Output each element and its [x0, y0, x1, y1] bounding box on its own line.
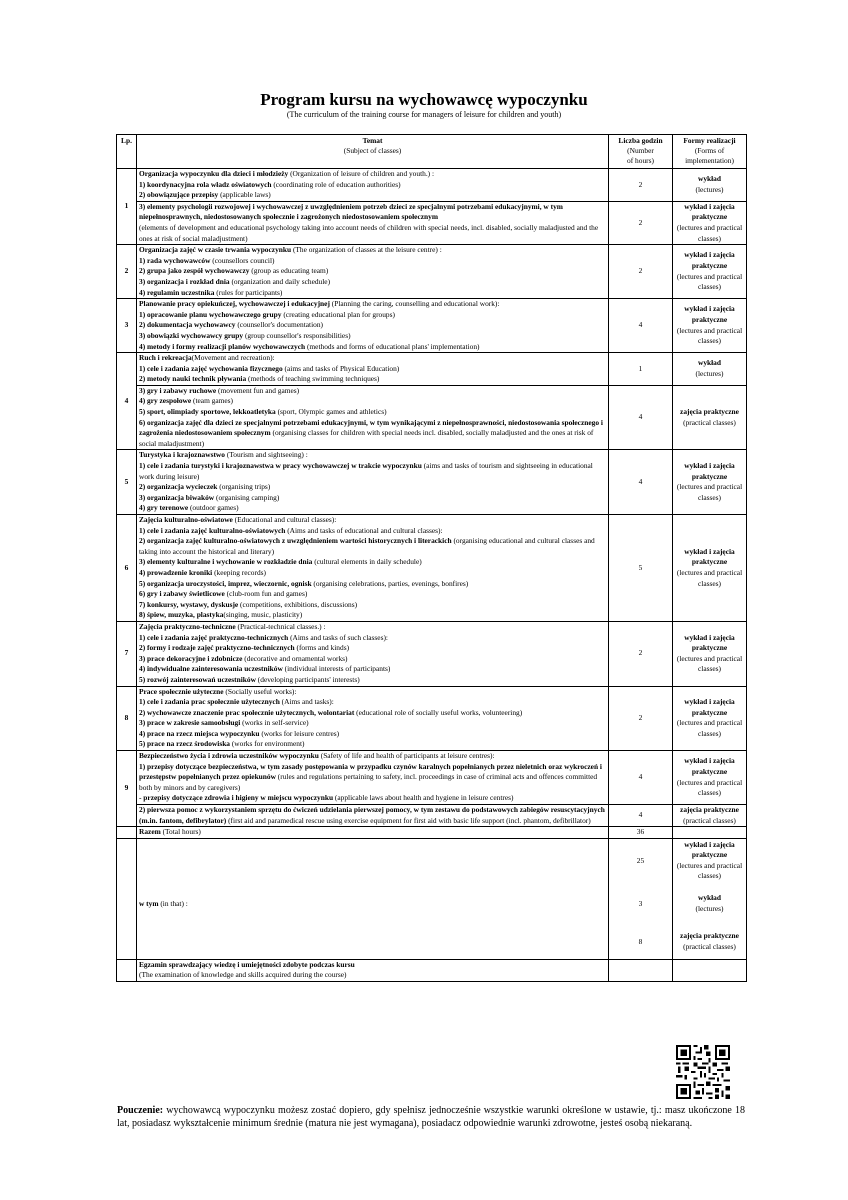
topic-line: 5) organizacja uroczystości, imprez, wieczornic, ognisk (organising celebrations, parties, evenings, bonfires) [139, 578, 469, 588]
topic-line: - przepisy dotyczące zdrowia i higieny w miejscu wypoczynku (applicable laws about health and hygiene in leisure centres) [139, 793, 514, 803]
topic-line: 2) formy i rodzaje zajęć praktyczno-technicznych (forms and kinds) [139, 643, 350, 653]
exam-row [117, 959, 747, 981]
table-row [117, 385, 747, 450]
topic-line: 2) wychowawcze znaczenie prac społecznie użytecznych, wolontariat (educational role of socially useful works, volunteering) [139, 707, 523, 717]
total-row [117, 827, 747, 839]
table-row [117, 686, 747, 751]
topic-line: 4) gry terenowe (outdoor games) [139, 503, 239, 513]
hours-cell: 4 [609, 450, 673, 515]
table-row [117, 621, 747, 686]
topic-line: 1) cele i zadania zajęć wychowania fizycznego (aims and tasks of Physical Education) [139, 363, 400, 373]
topic-cell [137, 245, 609, 299]
topic-line: Prace społecznie użyteczne (Socially useful works): [139, 686, 297, 696]
form-cell: wykład (lectures) [673, 353, 747, 386]
table-row [117, 169, 747, 202]
topic-line: 1) przepisy dotyczące bezpieczeństwa, w tym zasady postępowania w przypadku czynów karalnych popełnianych przez nieletnich oraz wykroczeń i przestępstw popełnianych przez opiekunów (rules and regulations pertaining to safety, incl. proceedings in case of criminal acts and offences committed both by minors and by caregivers) [139, 761, 602, 792]
topic-line: 2) obowiązujące przepisy (applicable laws) [139, 190, 271, 200]
topic-line: 6) gry i zabawy świetlicowe (club-room fun and games) [139, 589, 308, 599]
empty-cell [117, 959, 137, 981]
topic-line: 1) cele i zadania prac społecznie użytecznych (Aims and tasks): [139, 697, 334, 707]
topic-line: Ruch i rekreacja(Movement and recreation): [139, 353, 275, 363]
hours-cell: 2 [609, 169, 673, 202]
topic-line: 3) prace w zakresie samoobsługi (works in self-service) [139, 718, 309, 728]
topic-line: Zajęcia kulturalno-oświatowe (Educational and cultural classes): [139, 515, 337, 524]
in-that-forms [673, 838, 747, 959]
qr-code [676, 1045, 730, 1099]
topic-cell [137, 385, 609, 450]
hours-cell: 4 [609, 751, 673, 805]
in-that-hours [609, 838, 673, 959]
topic-cell [137, 450, 609, 515]
in-that-hours-item: 8 [638, 936, 643, 946]
topic-line: 2) organizacja zajęć kulturalno-oświatowych z uwzględnieniem wartości historycznych i literackich (organising educational and cultural classes and taking into account the historical and literary) [139, 536, 595, 556]
header-forms: Formy realizacji (Forms of implementation) [673, 135, 747, 169]
table-header-row [117, 135, 747, 169]
form-cell: wykład i zajęcia praktyczne (lectures and practical classes) [673, 450, 747, 515]
empty-cell [673, 827, 747, 839]
topic-line: Organizacja wypoczynku dla dzieci i młodzieży (Organization of leisure of children and youth.) : [139, 169, 435, 178]
topic-line: 4) regulamin uczestnika (rules for participants) [139, 287, 283, 297]
hours-cell: 2 [609, 621, 673, 686]
table-row [117, 805, 747, 827]
document-title: Program kursu na wychowawcę wypoczynku [260, 90, 588, 109]
empty-cell [117, 838, 137, 959]
topic-cell [137, 805, 609, 827]
exam-label: Egzamin sprawdzający wiedzę i umiejętności zdobyte podczas kursu (The examination of knowledge and skills acquired during the course) [137, 959, 609, 981]
header-hours: Liczba godzin (Number of hours) [609, 135, 673, 169]
hours-cell: 2 [609, 201, 673, 244]
lp-cell: 7 [117, 621, 137, 686]
lp-cell: 4 [117, 353, 137, 450]
empty-cell [673, 959, 747, 981]
topic-line: 3) organizacja biwaków (organising camping) [139, 492, 280, 502]
topic-cell [137, 169, 609, 202]
lp-cell: 2 [117, 245, 137, 299]
table-row [117, 245, 747, 299]
in-that-row [117, 838, 747, 959]
topic-cell [137, 621, 609, 686]
empty-cell [609, 959, 673, 981]
topic-line: 4) metody i formy realizacji planów wychowawczych (methods and forms of educational plans' implementation) [139, 341, 480, 351]
topic-line: 2) metody nauki technik pływania (methods of teaching swimming techniques) [139, 374, 380, 384]
topic-line: Organizacja zajęć w czasie trwania wypoczynku (The organization of classes at the leisure centre) : [139, 245, 442, 255]
topic-line: 7) konkursy, wystawy, dyskusje (competitions, exhibitions, discussions) [139, 599, 358, 609]
table-row [117, 299, 747, 353]
table-row [117, 450, 747, 515]
topic-line: 3) prace dekoracyjne i zdobnicze (decorative and ornamental works) [139, 653, 348, 663]
topic-line: 2) pierwsza pomoc z wykorzystaniem sprzętu do ćwiczeń udzielania pierwszej pomocy, w tym zestawu do podstawowych zabiegów resuscytacyjnych (m.in. fantom, defibrylator) (first aid and paramedical rescue using exercise equipment for first aid with basic life support (incl. phantom, defibrillator) [139, 805, 605, 825]
empty-cell [117, 827, 137, 839]
lp-cell: 1 [117, 169, 137, 245]
hours-cell: 5 [609, 515, 673, 622]
topic-line: 8) śpiew, muzyka, plastyka(singing, music, plasticity) [139, 610, 303, 620]
topic-line: 5) rozwój zainteresowań uczestników (developing participants' interests) [139, 674, 360, 684]
notice-text: wychowawcą wypoczynku możesz zostać dopiero, gdy spełnisz jednocześnie wszystkie warunki określone w ustawie, tj.: masz ukończone 18 lat, posiadasz wykształcenie minimum średnie (matura nie jest wymagana), posiadacz odpowiednie warunki zdrowotne, jesteś osobą niekaraną. [117, 1105, 745, 1129]
topic-line: Zajęcia praktyczno-techniczne (Practical-technical classes.) : [139, 621, 326, 631]
document-subtitle: (The curriculum of the training course for managers of leisure for children and youth) [286, 110, 562, 119]
topic-cell [137, 686, 609, 751]
curriculum-table [116, 134, 747, 982]
topic-cell [137, 201, 609, 244]
notice [117, 1105, 745, 1130]
topic-line: 4) prowadzenie kroniki (keeping records) [139, 567, 266, 577]
topic-line: 1) cele i zadania zajęć kulturalno-oświatowych (Aims and tasks of educational and cultural classes): [139, 525, 443, 535]
form-cell: zajęcia praktyczne (practical classes) [673, 385, 747, 450]
in-that-form-item: wykład i zajęcia praktyczne (lectures and practical classes) [676, 839, 743, 881]
lp-cell: 8 [117, 686, 137, 751]
topic-line: 2) grupa jako zespół wychowawczy (group as educating team) [139, 266, 329, 276]
form-cell: wykład i zajęcia praktyczne (lectures and practical classes) [673, 515, 747, 622]
table-row [117, 515, 747, 622]
topic-line: 5) sport, olimpiady sportowe, lekkoatletyka (sport, Olympic games and athletics) [139, 407, 387, 417]
hours-cell: 2 [609, 245, 673, 299]
lp-cell: 9 [117, 751, 137, 827]
table-row [117, 751, 747, 805]
header-lp: Lp. [117, 135, 137, 169]
table-row [117, 353, 747, 386]
form-cell: wykład i zajęcia praktyczne (lectures and practical classes) [673, 201, 747, 244]
topic-line: 1) cele i zadania turystyki i krajoznawstwa w pracy wychowawczej w trakcie wypoczynku (aims and tasks of tourism and sightseeing in educational work during leisure) [139, 461, 593, 481]
in-that-form-item: zajęcia praktyczne (practical classes) [680, 931, 739, 951]
in-that-form-item: wykład (lectures) [695, 893, 724, 913]
topic-line: 3) elementy psychologii rozwojowej i wychowawczej z uwzględnieniem potrzeb dzieci ze specjalnymi potrzebami edukacyjnymi, w tym niepełnosprawnych, niedostosowanych społecznie i zagrożonych niedostosowaniem społecznym [139, 201, 563, 222]
lp-cell: 5 [117, 450, 137, 515]
topic-line: 2) dokumentacja wychowawcy (counsellor's documentation) [139, 320, 324, 330]
hours-cell: 2 [609, 686, 673, 751]
lp-cell: 3 [117, 299, 137, 353]
topic-line: 3) gry i zabawy ruchowe (movement fun and games) [139, 385, 300, 395]
topic-cell [137, 751, 609, 805]
topic-cell [137, 353, 609, 386]
topic-line: 1) rada wychowawców (counsellors council) [139, 255, 275, 265]
in-that-hours-item: 3 [638, 898, 643, 908]
topic-cell [137, 515, 609, 622]
form-cell: wykład (lectures) [673, 169, 747, 202]
topic-line: 1) koordynacyjna rola władz oświatowych (coordinating role of education authorities) [139, 179, 401, 189]
form-cell: wykład i zajęcia praktyczne (lectures and practical classes) [673, 245, 747, 299]
topic-line: 3) obowiązki wychowawcy grupy (group counsellor's responsibilities) [139, 330, 351, 340]
topic-line: 3) elementy kulturalne i wychowanie w rozkładzie dnia (cultural elements in daily schedule) [139, 557, 422, 567]
hours-cell: 4 [609, 805, 673, 827]
table-row [117, 201, 747, 244]
topic-line: 5) prace na rzecz środowiska (works for environment) [139, 739, 305, 749]
topic-line: 4) gry zespołowe (team games) [139, 396, 234, 406]
in-that-hours-item: 25 [636, 855, 645, 865]
lp-cell: 6 [117, 515, 137, 622]
topic-line: 1) opracowanie planu wychowawczego grupy (creating educational plan for groups) [139, 309, 395, 319]
hours-cell: 4 [609, 299, 673, 353]
form-cell: zajęcia praktyczne (practical classes) [673, 805, 747, 827]
notice-label: Pouczenie: [117, 1105, 164, 1116]
header-topic: Temat (Subject of classes) [137, 135, 609, 169]
topic-line: Planowanie pracy opiekuńczej, wychowawczej i edukacyjnej (Planning the caring, counselling and educational work): [139, 299, 500, 309]
topic-line: 1) cele i zadania zajęć praktyczno-technicznych (Aims and tasks of such classes): [139, 632, 388, 642]
topic-line: 2) organizacja wycieczek (organising trips) [139, 482, 271, 492]
form-cell: wykład i zajęcia praktyczne (lectures and practical classes) [673, 751, 747, 805]
form-cell: wykład i zajęcia praktyczne (lectures and practical classes) [673, 299, 747, 353]
hours-cell: 4 [609, 385, 673, 450]
topic-line: Bezpieczeństwo życia i zdrowia uczestników wypoczynku (Safety of life and health of participants at leisure centres): [139, 751, 495, 761]
hours-cell: 1 [609, 353, 673, 386]
topic-line: 4) prace na rzecz miejsca wypoczynku (works for leisure centres) [139, 728, 340, 738]
in-that-label: w tym (in that) : [137, 838, 609, 959]
hours-cell: 36 [609, 827, 673, 839]
total-label: Razem (Total hours) [137, 827, 609, 839]
topic-cell [137, 299, 609, 353]
topic-line: Turystyka i krajoznawstwo (Tourism and sightseeing) : [139, 450, 308, 460]
topic-line: 6) organizacja zajęć dla dzieci ze specjalnymi potrzebami edukacyjnymi, w tym wynikającymi z niepełnosprawności, niedostosowania społecznego i zagrożenia niedostosowaniem społecznym (organising classes for children with special needs incl. disabled, socially maladjusted and the ones at risk of social maladjustment) [139, 417, 603, 448]
topic-line: 3) organizacja i rozkład dnia (organization and daily schedule) [139, 276, 331, 286]
form-cell: wykład i zajęcia praktyczne (lectures and practical classes) [673, 686, 747, 751]
topic-line: 4) indywidualne zainteresowania uczestników (individual interests of participants) [139, 664, 391, 674]
topic-line: (elements of development and educational psychology taking into account needs of children with special needs, incl. disabled, socially maladjusted and the ones at risk of social maladjustment) [139, 222, 599, 243]
form-cell: wykład i zajęcia praktyczne (lectures and practical classes) [673, 621, 747, 686]
